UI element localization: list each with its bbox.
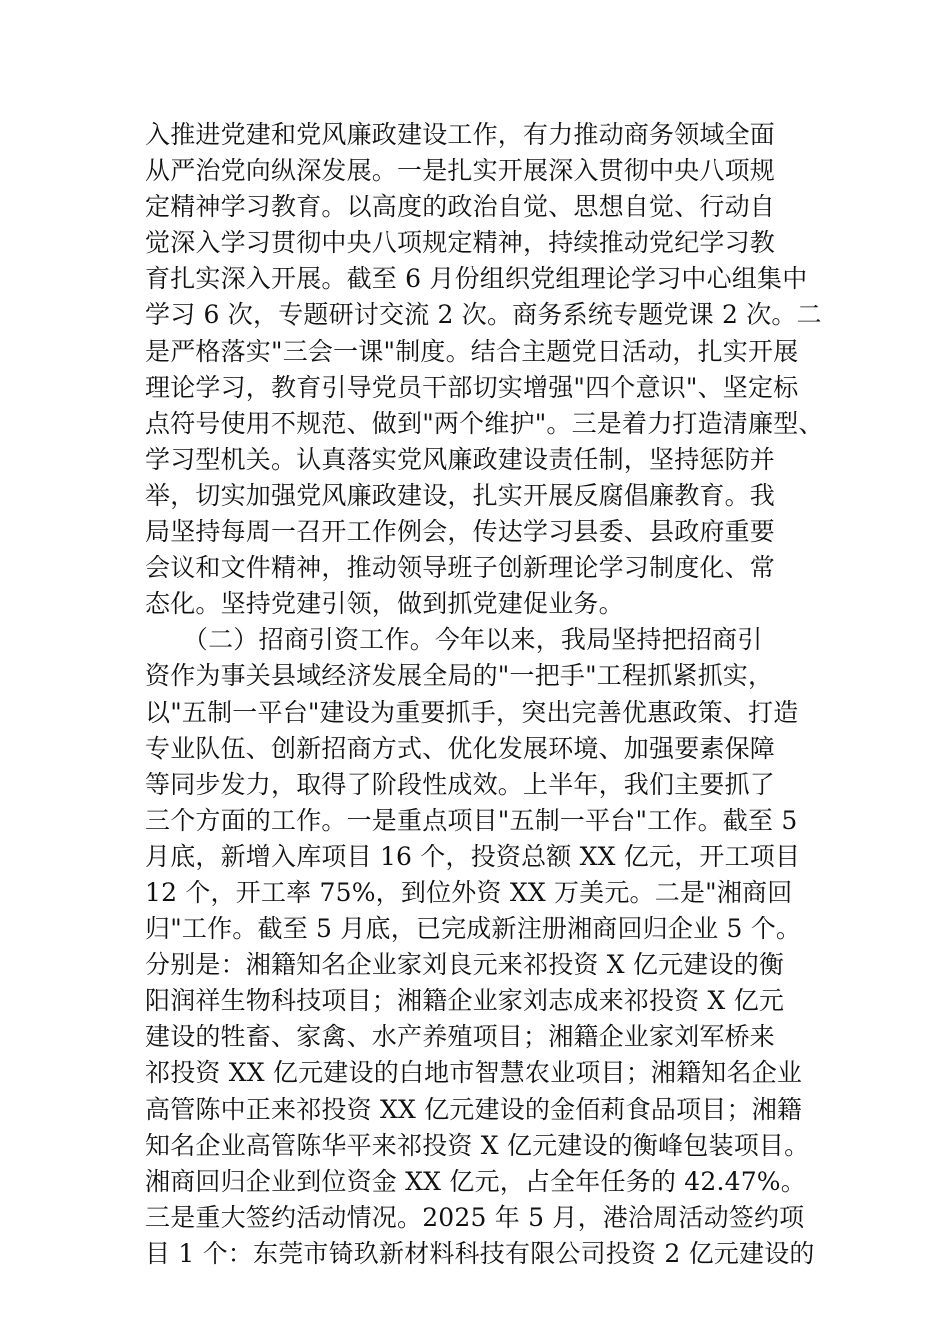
text-line: 三个方面的工作。一是重点项目"五制一平台"工作。截至 5: [145, 805, 798, 835]
text-line: 高管陈中正来祁投资 XX 亿元建设的金佰莉食品项目；湘籍: [145, 1094, 803, 1124]
text-line: 三是重大签约活动情况。2025 年 5 月，港洽周活动签约项: [145, 1202, 805, 1232]
text-line: 局坚持每周一召开工作例会，传达学习县委、县政府重要: [145, 517, 776, 547]
text-line: 祁投资 XX 亿元建设的白地市智慧农业项目；湘籍知名企业: [145, 1058, 803, 1088]
text-line: 目 1 个：东莞市锜玖新材料科技有限公司投资 2 亿元建设的: [145, 1238, 815, 1268]
text-line: 从严治党向纵深发展。一是扎实开展深入贯彻中央八项规: [145, 156, 776, 186]
text-line: 是严格落实"三会一课"制度。结合主题党日活动，扎实开展: [145, 336, 799, 366]
text-line: 月底，新增入库项目 16 个，投资总额 XX 亿元，开工项目: [145, 841, 801, 871]
text-line: 点符号使用不规范、做到"两个维护"。三是着力打造清廉型、: [145, 408, 824, 438]
text-line: 湘商回归企业到位资金 XX 亿元，占全年任务的 42.47%。: [145, 1166, 806, 1196]
text-line: 态化。坚持党建引领，做到抓党建促业务。: [145, 589, 624, 619]
text-line: 建设的牲畜、家禽、水产养殖项目；湘籍企业家刘军桥来: [145, 1022, 776, 1052]
body-text: [145, 117, 825, 1272]
section-heading-line: （二）招商引资工作。今年以来，我局坚持把招商引: [145, 625, 763, 655]
text-line: 理论学习，教育引导党员干部切实增强"四个意识"、坚定标: [145, 372, 799, 402]
text-line: 定精神学习教育。以高度的政治自觉、思想自觉、行动自: [145, 192, 776, 222]
text-line: 会议和文件精神，推动领导班子创新理论学习制度化、常: [145, 553, 776, 583]
text-line: 专业队伍、创新招商方式、优化发展环境、加强要素保障: [145, 733, 776, 763]
text-line: 入推进党建和党风廉政建设工作，有力推动商务领域全面: [145, 120, 776, 149]
text-line: 资作为事关县域经济发展全局的"一把手"工程抓紧抓实，: [145, 661, 774, 691]
text-line: 育扎实深入开展。截至 6 月份组织党组理论学习中心组集中: [145, 264, 808, 294]
text-line: 阳润祥生物科技项目；湘籍企业家刘志成来祁投资 X 亿元: [145, 986, 785, 1016]
text-line: 觉深入学习贯彻中央八项规定精神，持续推动党纪学习教: [145, 228, 776, 258]
text-line: 学习 6 次，专题研讨交流 2 次。商务系统专题党课 2 次。二: [145, 300, 822, 330]
text-line: 以"五制一平台"建设为重要抓手，突出完善优惠政策、打造: [145, 697, 799, 727]
text-line: 分别是：湘籍知名企业家刘良元来祁投资 X 亿元建设的衡: [145, 950, 785, 980]
text-line: 知名企业高管陈华平来祁投资 X 亿元建设的衡峰包装项目。: [145, 1130, 810, 1160]
text-line: 学习型机关。认真落实党风廉政建设责任制，坚持惩防并: [145, 444, 776, 474]
text-line: 归"工作。截至 5 月底，已完成新注册湘商回归企业 5 个。: [145, 914, 802, 944]
text-line: 12 个，开工率 75%，到位外资 XX 万美元。二是"湘商回: [145, 877, 793, 907]
text-line: 等同步发力，取得了阶段性成效。上半年，我们主要抓了: [145, 769, 776, 799]
text-line: 举，切实加强党风廉政建设，扎实开展反腐倡廉教育。我: [145, 480, 776, 510]
